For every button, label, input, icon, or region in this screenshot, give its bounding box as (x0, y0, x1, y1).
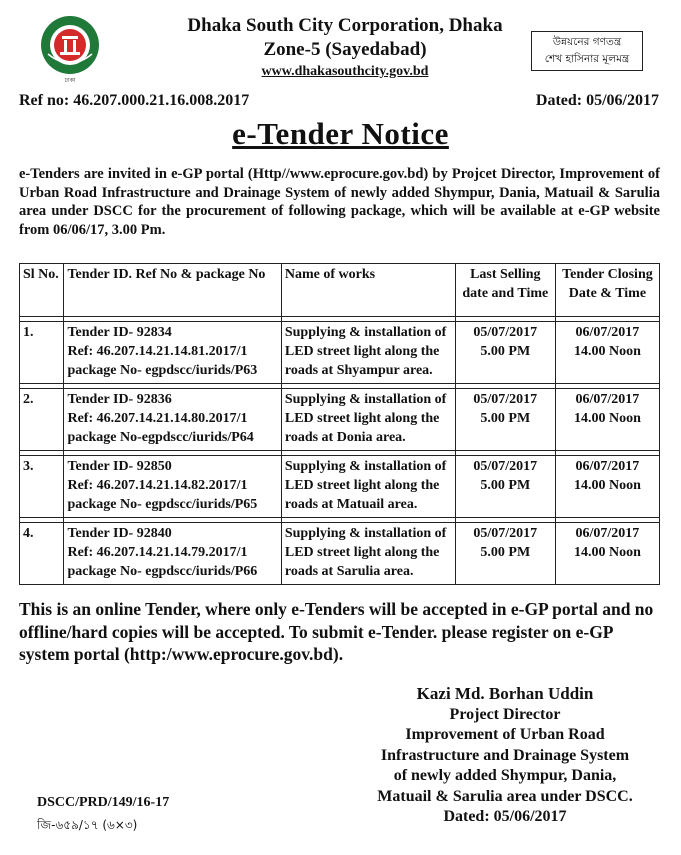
notice-title: e-Tender Notice (232, 116, 449, 151)
header-tender: Tender ID. Ref No & package No (64, 264, 281, 317)
selling-date: 05/07/2017 (473, 459, 538, 474)
row-closing (555, 523, 659, 585)
tender-ref: Ref: 46.207.14.21.14.81.2017/1 (67, 344, 248, 359)
closing-date: 06/07/2017 (575, 325, 640, 340)
memo-number-bangla: জি-৬৫৯/১৭ (৬×৩) (37, 818, 138, 832)
closing-date: 06/07/2017 (575, 459, 640, 474)
row-selling (455, 523, 555, 585)
slogan-line-1: উন্নয়নের গণতন্ত্র (552, 36, 622, 48)
row-tender (64, 322, 281, 384)
row-works: Supplying & installation of LED street light along the roads at Sarulia area. (281, 523, 455, 585)
ref-number: Ref no: 46.207.000.21.16.008.2017 (19, 92, 250, 109)
signature-block (320, 684, 681, 828)
tender-id: Tender ID- 92836 (67, 392, 172, 407)
logo-caption: ঢাকা (64, 77, 76, 84)
row-sl: 3. (20, 456, 64, 518)
row-tender (64, 456, 281, 518)
header-works: Name of works (281, 264, 455, 317)
tender-ref: Ref: 46.207.14.21.14.82.2017/1 (67, 478, 248, 493)
org-zone: Zone-5 (Sayedabad) (263, 39, 427, 60)
org-name: Dhaka South City Corporation, Dhaka (187, 15, 503, 36)
header-closing: Tender Closing Date & Time (555, 264, 659, 317)
row-sl: 1. (20, 322, 64, 384)
table-row (20, 456, 660, 518)
slogan-line-2: শেখ হাসিনার মূলমন্ত্র (544, 53, 630, 65)
row-closing (555, 456, 659, 518)
signature-date: Dated: 05/06/2017 (443, 808, 567, 825)
selling-time: 5.00 PM (480, 411, 531, 426)
closing-date: 06/07/2017 (575, 526, 640, 541)
signatory-name: Kazi Md. Borhan Uddin (416, 684, 594, 703)
row-selling (455, 389, 555, 451)
tender-table (19, 263, 660, 585)
tender-package: package No- egpdscc/iurids/P63 (67, 363, 258, 378)
reference-line (19, 92, 659, 110)
row-closing (555, 389, 659, 451)
row-works: Supplying & installation of LED street light along the roads at Matuail area. (281, 456, 455, 518)
ref-date: Dated: 05/06/2017 (535, 92, 659, 109)
organization-header (150, 14, 540, 82)
tender-package: package No-egpdscc/iurids/P64 (67, 430, 254, 445)
signatory-line-4: of newly added Shympur, Dania, (393, 767, 617, 784)
slogan-box (531, 31, 643, 71)
row-tender (64, 389, 281, 451)
signatory-title: Project Director (449, 705, 561, 723)
signatory-line-2: Improvement of Urban Road (405, 726, 605, 743)
header-selling: Last Selling date and Time (455, 264, 555, 317)
closing-date: 06/07/2017 (575, 392, 640, 407)
row-selling (455, 322, 555, 384)
row-sl: 4. (20, 523, 64, 585)
dscc-logo (38, 14, 102, 84)
closing-time: 14.00 Noon (573, 344, 641, 359)
header-sl: Sl No. (20, 264, 64, 317)
closing-time: 14.00 Noon (573, 545, 641, 560)
tender-package: package No- egpdscc/iurids/P65 (67, 497, 258, 512)
row-closing (555, 322, 659, 384)
table-header-row (20, 264, 660, 317)
selling-time: 5.00 PM (480, 545, 531, 560)
online-tender-note: This is an online Tender, where only e-Tenders will be accepted in e-GP portal and no offline/hard copies will be accepted. To submit e-Tender. please register on e-GP system portal (http:/www.eprocure.gov.bd). (19, 599, 654, 664)
row-tender (64, 523, 281, 585)
table-row (20, 523, 660, 585)
tender-id: Tender ID- 92834 (67, 325, 172, 340)
row-works: Supplying & installation of LED street light along the roads at Shyampur area. (281, 322, 455, 384)
table-row (20, 322, 660, 384)
row-works: Supplying & installation of LED street light along the roads at Donia area. (281, 389, 455, 451)
closing-time: 14.00 Noon (573, 411, 641, 426)
table-row (20, 389, 660, 451)
row-sl: 2. (20, 389, 64, 451)
signatory-line-3: Infrastructure and Drainage System (380, 746, 630, 764)
signatory-line-5: Matuail & Sarulia area under DSCC. (377, 787, 633, 805)
memo-number: DSCC/PRD/149/16-17 (37, 795, 170, 810)
selling-time: 5.00 PM (480, 344, 531, 359)
tender-ref: Ref: 46.207.14.21.14.79.2017/1 (67, 545, 248, 560)
selling-date: 05/07/2017 (473, 392, 538, 407)
tender-ref: Ref: 46.207.14.21.14.80.2017/1 (67, 411, 248, 426)
row-selling (455, 456, 555, 518)
org-website-link[interactable]: www.dhakasouthcity.gov.bd (261, 64, 429, 79)
selling-date: 05/07/2017 (473, 325, 538, 340)
tender-id: Tender ID- 92850 (67, 459, 172, 474)
selling-date: 05/07/2017 (473, 526, 538, 541)
selling-time: 5.00 PM (480, 478, 531, 493)
intro-paragraph: e-Tenders are invited in e-GP portal (Http//www.eprocure.gov.bd) by Projcet Director, Improvement of Urban Road Infrastructure and Drainage System of newly added Shympur, Dania, Matuail & Sarulia area under DSCC for the procurement of following package, which will be available at e-GP website from 06/06/17, 3.00 Pm. (19, 166, 660, 238)
tender-package: package No- egpdscc/iurids/P66 (67, 564, 258, 579)
closing-time: 14.00 Noon (573, 478, 641, 493)
tender-id: Tender ID- 92840 (67, 526, 172, 541)
